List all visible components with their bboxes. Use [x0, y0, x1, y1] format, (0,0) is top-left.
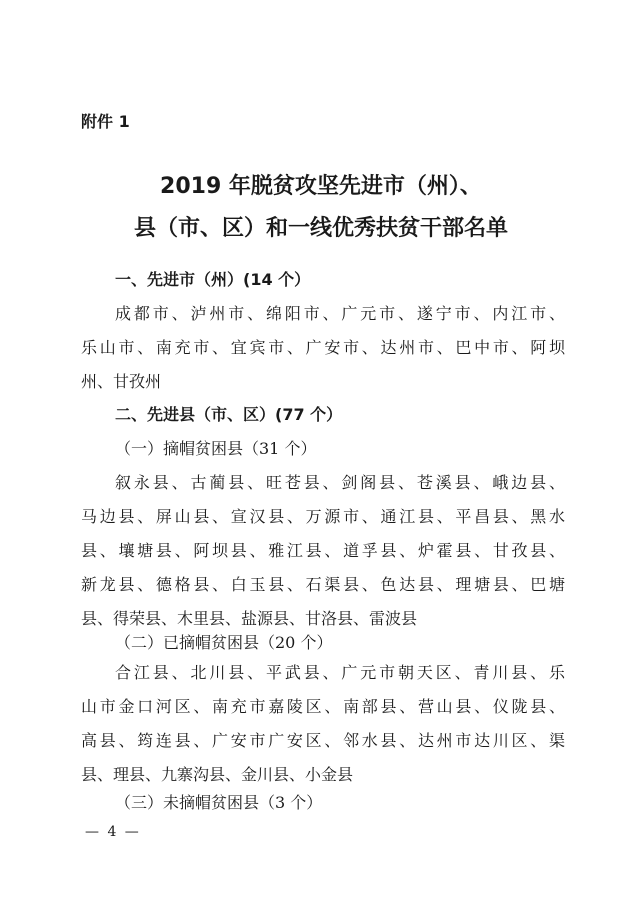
- page-number: — 4 —: [85, 824, 141, 840]
- paragraph-line: 高县、筠连县、广安市广安区、邻水县、达州市达川区、渠: [81, 731, 565, 750]
- paragraph-line: 合江县、北川县、平武县、广元市朝天区、青川县、乐: [115, 663, 565, 682]
- paragraph-line: 县、壤塘县、阿坝县、雅江县、道孚县、炉霍县、甘孜县、: [81, 541, 565, 560]
- subsection-heading-not-delisted-counties: （三）未摘帽贫困县（3 个）: [115, 793, 323, 812]
- paragraph-line: 县、理县、九寨沟县、金川县、小金县: [81, 765, 354, 784]
- document-title-line-2: 县（市、区）和一线优秀扶贫干部名单: [133, 216, 508, 241]
- subsection-heading-delisted-counties: （一）摘帽贫困县（31 个）: [115, 439, 317, 458]
- paragraph-line: 马边县、屏山县、宣汉县、万源市、通江县、平昌县、黑水: [81, 507, 565, 526]
- document-title-line-1: 2019 年脱贫攻坚先进市（州）、: [160, 174, 482, 199]
- paragraph-line: 乐山市、南充市、宜宾市、广安市、达州市、巴中市、阿坝: [81, 338, 565, 357]
- paragraph-line: 成都市、泸州市、绵阳市、广元市、遂宁市、内江市、: [115, 304, 565, 323]
- paragraph-line: 叙永县、古蔺县、旺苍县、剑阁县、苍溪县、峨边县、: [115, 473, 565, 492]
- section-heading-advanced-cities: 一、先进市（州）(14 个）: [115, 270, 311, 289]
- attachment-label: 附件 1: [81, 112, 130, 131]
- subsection-heading-already-delisted-counties: （二）已摘帽贫困县（20 个）: [115, 633, 333, 652]
- paragraph-line: 县、得荣县、木里县、盐源县、甘洛县、雷波县: [81, 609, 418, 628]
- paragraph-line: 新龙县、德格县、白玉县、石渠县、色达县、理塘县、巴塘: [81, 575, 565, 594]
- paragraph-line: 州、甘孜州: [81, 372, 162, 391]
- paragraph-line: 山市金口河区、南充市嘉陵区、南部县、营山县、仪陇县、: [81, 697, 565, 716]
- section-heading-advanced-counties: 二、先进县（市、区）(77 个）: [115, 405, 343, 424]
